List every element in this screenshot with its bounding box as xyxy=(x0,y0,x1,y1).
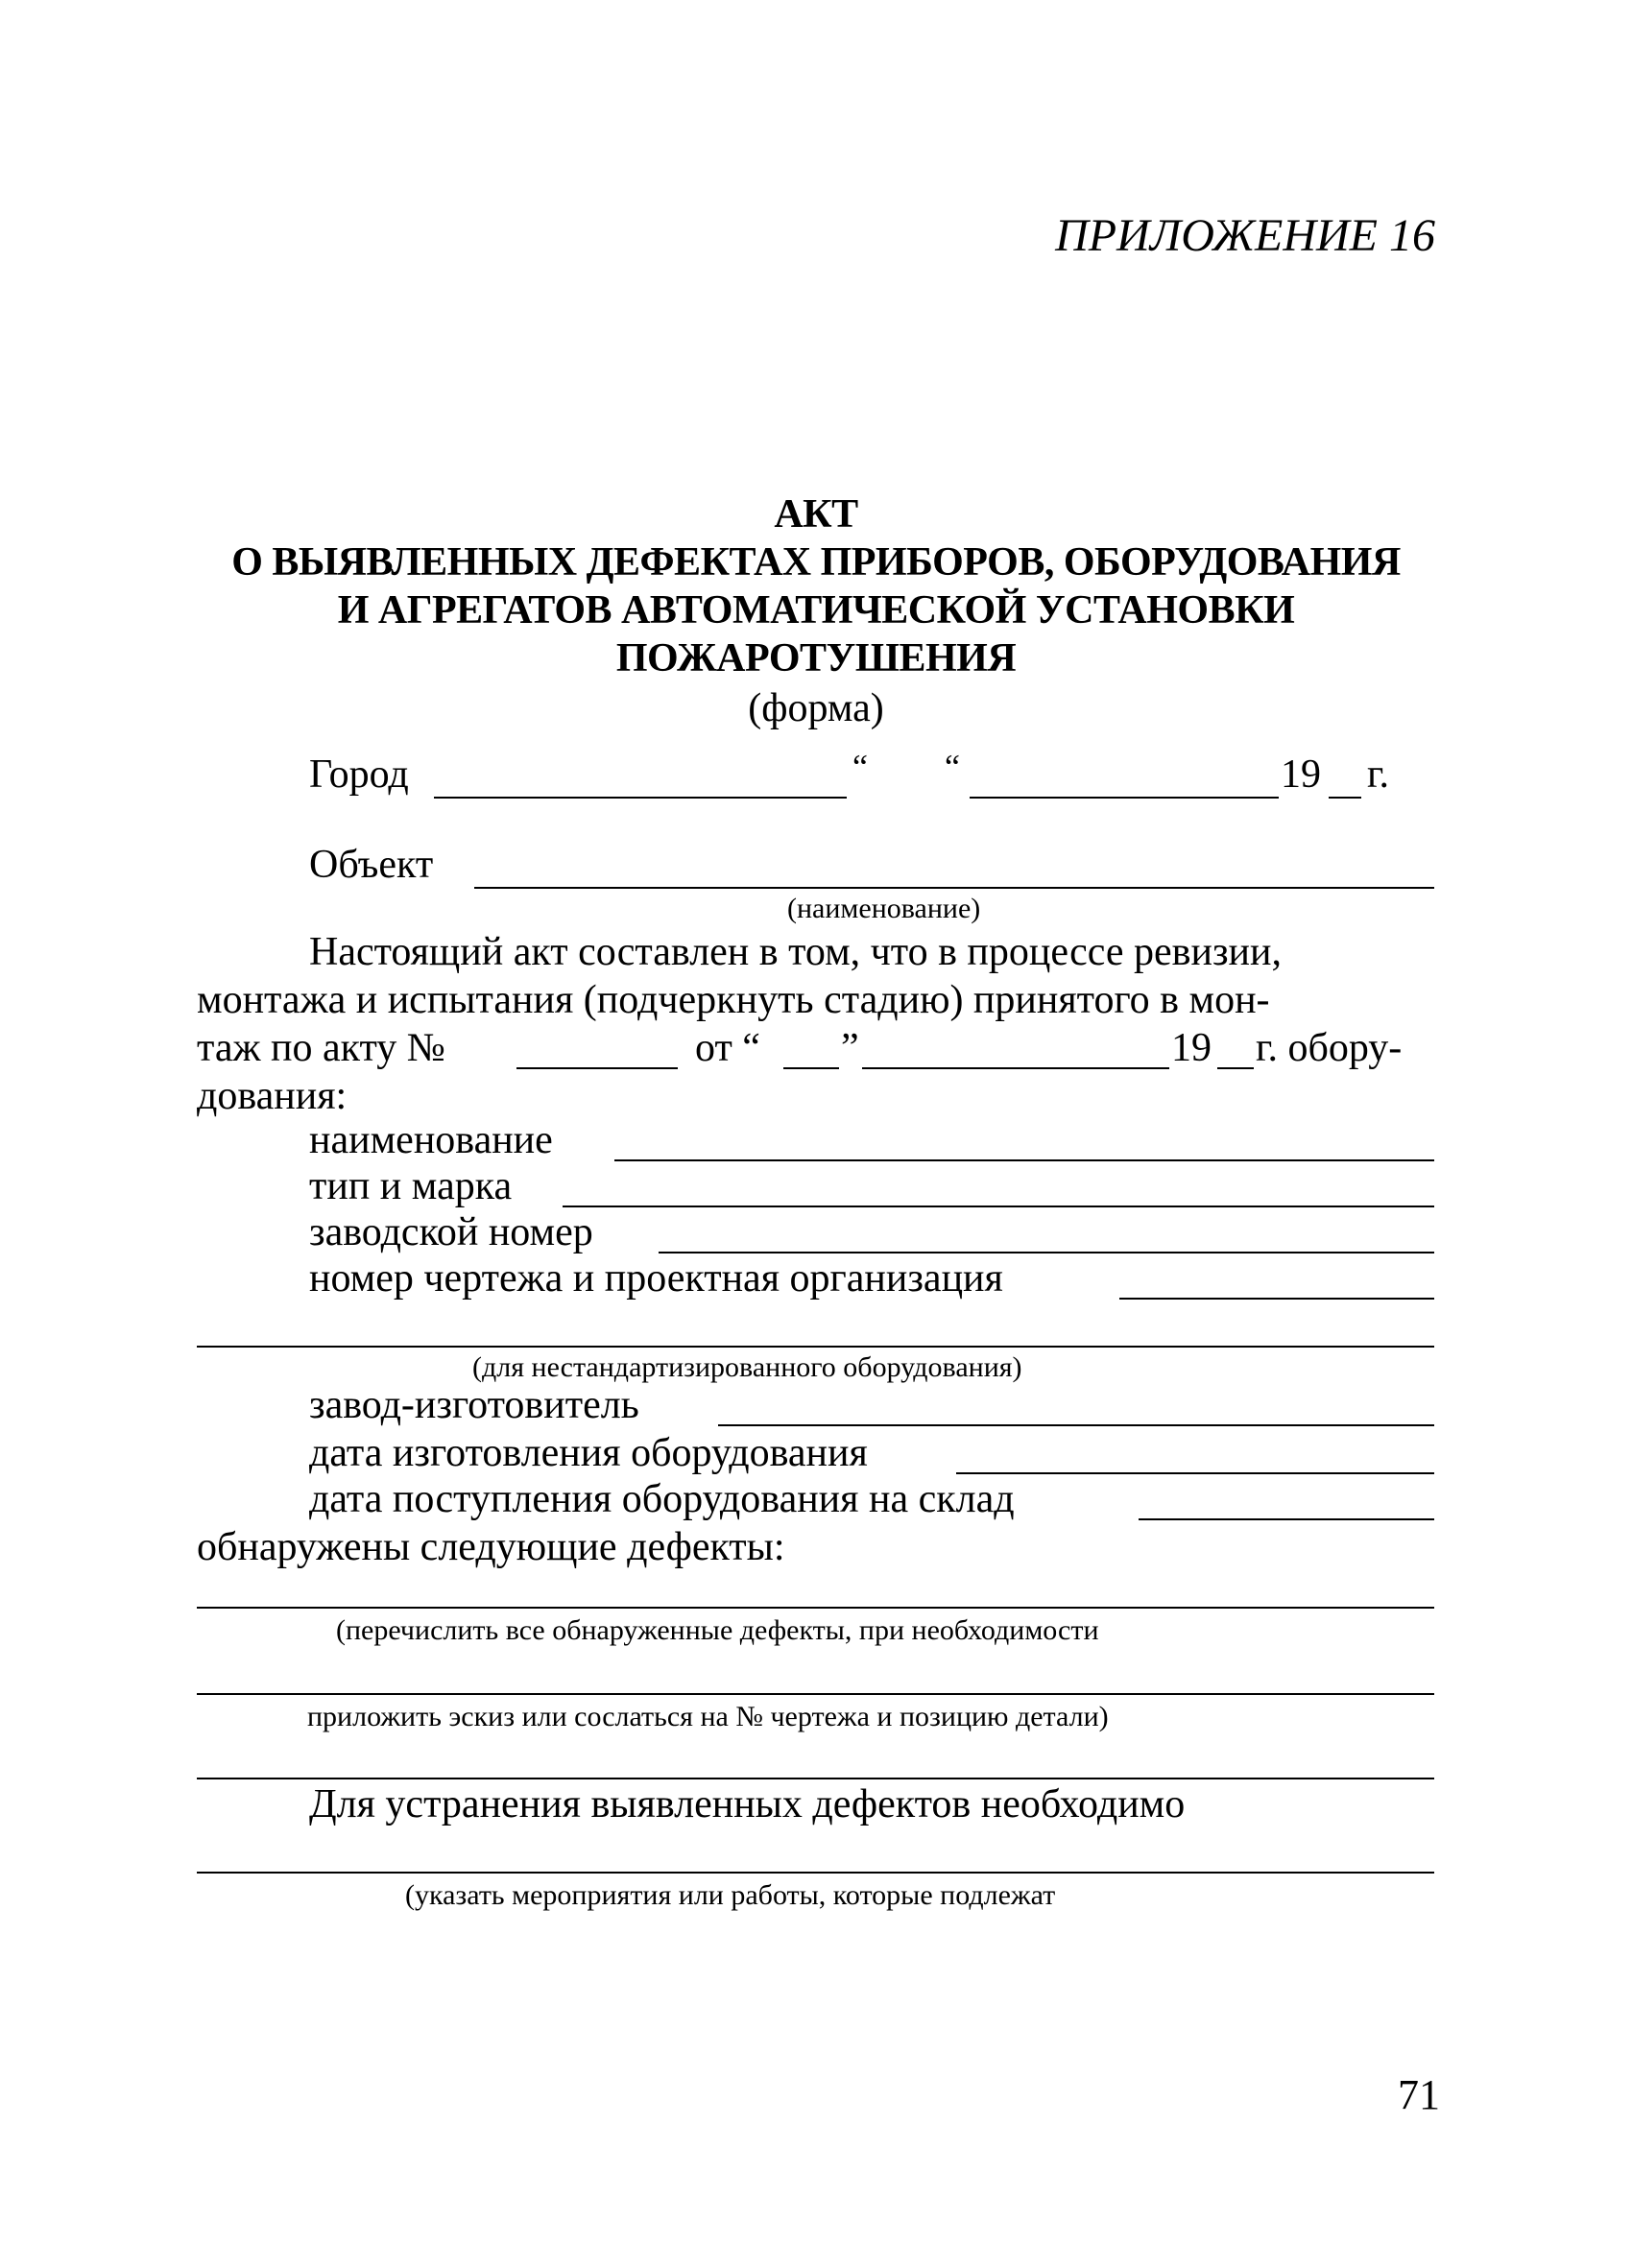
appendix-label: ПРИЛОЖЕНИЕ 16 xyxy=(1055,210,1435,261)
paragraph-from: от “ xyxy=(695,1026,760,1070)
serial-field[interactable] xyxy=(659,1252,1434,1253)
year-suffix: г. xyxy=(1367,752,1389,797)
defects-field-3[interactable] xyxy=(197,1778,1434,1779)
page-number: 71 xyxy=(1398,2071,1440,2118)
nonstandard-caption: (для нестандартизированного оборудования) xyxy=(472,1351,1022,1383)
manufacture-date-field[interactable] xyxy=(956,1472,1434,1474)
act-year-field[interactable] xyxy=(1217,1067,1254,1069)
fix-field[interactable] xyxy=(197,1872,1434,1874)
manufacturer-label: завод-изготовитель xyxy=(309,1383,639,1427)
name-field[interactable] xyxy=(614,1159,1434,1161)
serial-label: заводской номер xyxy=(309,1210,593,1254)
paragraph-line-4: дования: xyxy=(197,1074,348,1118)
title-act: АКТ xyxy=(774,492,858,537)
type-mark-field[interactable] xyxy=(563,1206,1434,1207)
name-label: наименование xyxy=(309,1118,553,1162)
date-quote-close: “ xyxy=(945,748,960,786)
drawing-label: номер чертежа и проектная организация xyxy=(309,1256,1003,1301)
title-line-3: И АГРЕГАТОВ АВТОМАТИЧЕСКОЙ УСТАНОВКИ xyxy=(337,588,1295,633)
drawing-field[interactable] xyxy=(1119,1298,1434,1300)
paragraph-line-2: монтажа и испытания (подчеркнуть стадию) принятого в мон- xyxy=(197,978,1270,1022)
title-line-2: О ВЫЯВЛЕННЫХ ДЕФЕКТАХ ПРИБОРОВ, ОБОРУДОВАНИЯ xyxy=(231,540,1401,585)
month-field[interactable] xyxy=(970,797,1279,799)
form-note: (форма) xyxy=(748,686,884,730)
type-mark-label: тип и марка xyxy=(309,1164,513,1208)
defects-field-2[interactable] xyxy=(197,1693,1434,1695)
receipt-date-field[interactable] xyxy=(1139,1518,1434,1520)
act-number-field[interactable] xyxy=(516,1067,678,1069)
act-month-field[interactable] xyxy=(862,1067,1169,1069)
act-day-field[interactable] xyxy=(783,1067,839,1069)
year-field[interactable] xyxy=(1329,797,1361,799)
object-field[interactable] xyxy=(474,887,1434,889)
paragraph-line-3-end: г. обору- xyxy=(1256,1026,1403,1070)
measures-caption: (указать мероприятия или работы, которые подлежат xyxy=(405,1879,1056,1911)
list-defects-caption: (перечислить все обнаруженные дефекты, при необходимости xyxy=(336,1614,1099,1646)
paragraph-quote-close: ” xyxy=(841,1026,859,1070)
city-label: Город xyxy=(309,752,409,797)
object-label: Объект xyxy=(309,843,434,887)
paragraph-line-1: Настоящий акт составлен в том, что в процессе ревизии, xyxy=(309,930,1283,974)
manufacture-date-label: дата изготовления оборудования xyxy=(309,1431,868,1475)
paragraph-year-prefix: 19 xyxy=(1171,1026,1212,1070)
fix-label: Для устранения выявленных дефектов необходимо xyxy=(309,1782,1186,1826)
defects-found-label: обнаружены следующие дефекты: xyxy=(197,1525,785,1569)
drawing-field-continued[interactable] xyxy=(197,1346,1434,1348)
title-line-4: ПОЖАРОТУШЕНИЯ xyxy=(615,636,1017,680)
year-prefix: 19 xyxy=(1281,752,1321,797)
city-field[interactable] xyxy=(434,797,847,799)
receipt-date-label: дата поступления оборудования на склад xyxy=(309,1477,1015,1521)
date-quote-open: “ xyxy=(852,748,868,786)
object-caption: (наименование) xyxy=(787,893,981,924)
manufacturer-field[interactable] xyxy=(718,1424,1434,1426)
paragraph-line-3-start: таж по акту № xyxy=(197,1026,445,1070)
attach-sketch-caption: приложить эскиз или сослаться на № чертежа и позицию детали) xyxy=(307,1701,1109,1732)
defects-field-1[interactable] xyxy=(197,1607,1434,1609)
